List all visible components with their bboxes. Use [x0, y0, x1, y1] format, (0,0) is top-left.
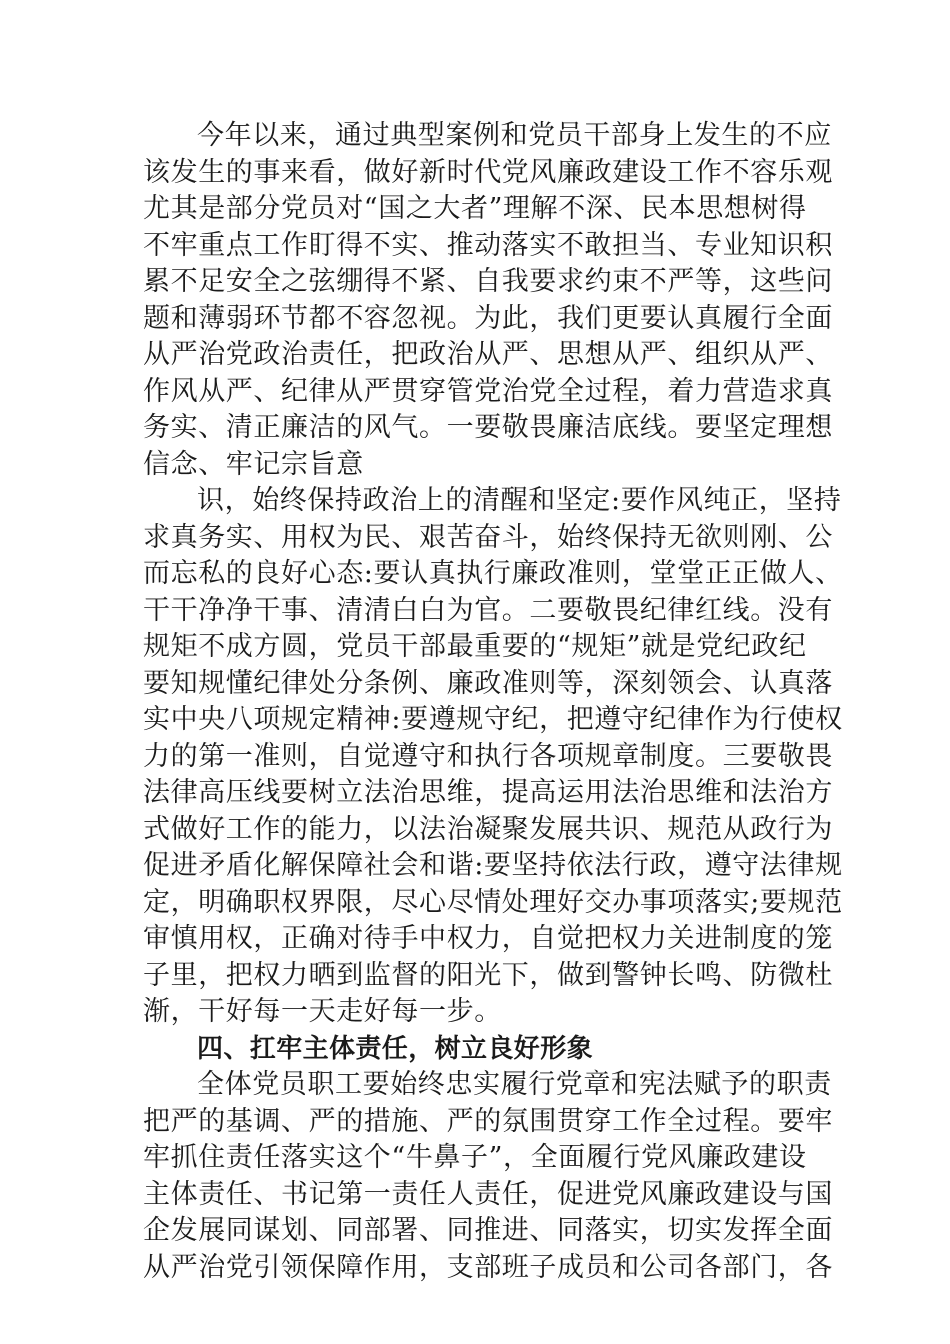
text-line: 规矩不成方圆，党员干部最重要的“规矩”就是党纪政纪: [143, 631, 807, 662]
text-line: 主体责任、书记第一责任人责任，促进党风廉政建设与国: [143, 1178, 833, 1210]
text-line: 务实、清正廉洁的风气。一要敬畏廉洁底线。要坚定理想: [143, 412, 833, 443]
text-line: 从严治党引领保障作用，支部班子成员和公司各部门，各: [143, 1251, 833, 1283]
text-line: 全体党员职工要始终忠实履行党章和宪法赋予的职责: [197, 1069, 832, 1100]
text-line: 累不足安全之弦绷得不紧、自我要求约束不严等，这些问: [143, 266, 833, 297]
text-line: 干干净净干事、清清白白为官。二要敬畏纪律红线。没有: [143, 594, 833, 626]
paragraph-2: [143, 483, 843, 1031]
text-line: 定，明确职权界限，尽心尽情处理好交办事项落实;要规范: [143, 886, 843, 918]
text-line: 该发生的事来看，做好新时代党风廉政建设工作不容乐观: [143, 156, 833, 188]
text-line: 从严治党政治责任，把政治从严、思想从严、组织从严、: [143, 339, 833, 370]
text-line: 要知规懂纪律处分条例、廉政准则等，深刻领会、认真落: [143, 667, 833, 699]
text-line: 企发展同谋划、同部署、同推进、同落实，切实发挥全面: [143, 1215, 833, 1246]
text-line: 尤其是部分党员对“国之大者”理解不深、民本思想树得: [143, 193, 807, 224]
text-line: 法律高压线要树立法治思维，提高运用法治思维和法治方: [143, 777, 833, 808]
text-line: 识，始终保持政治上的清醒和坚定:要作风纯正，坚持: [197, 485, 842, 516]
text-line: 题和薄弱环节都不容忽视。为此，我们更要认真履行全面: [143, 302, 833, 334]
paragraph-1: [143, 118, 833, 483]
text-line: 渐，干好每一天走好每一步。: [143, 996, 502, 1027]
text-line: 子里，把权力晒到监督的阳光下，做到警钟长鸣、防微杜: [143, 959, 833, 991]
section-heading: 四、扛牢主体责任，树立良好形象: [197, 1033, 594, 1064]
paragraph-3: [143, 1067, 833, 1286]
text-line: 实中央八项规定精神:要遵规守纪，把遵守纪律作为行使权: [143, 704, 843, 735]
text-line: 而忘私的良好心态:要认真执行廉政准则，堂堂正正做人、: [143, 558, 843, 589]
text-line: 作风从严、纪律从严贯穿管党治党全过程，着力营造求真: [143, 375, 833, 407]
text-line: 今年以来，通过典型案例和党员干部身上发生的不应: [197, 120, 832, 151]
text-line: 牢抓住责任落实这个“牛鼻子”，全面履行党风廉政建设: [143, 1142, 807, 1173]
text-line: 把严的基调、严的措施、严的氛围贯穿工作全过程。要牢: [143, 1105, 833, 1137]
text-line: 不牢重点工作盯得不实、推动落实不敢担当、专业知识积: [143, 229, 833, 261]
text-line: 式做好工作的能力，以法治凝聚发展共识、规范从政行为: [143, 813, 833, 845]
text-line: 力的第一准则，自觉遵守和执行各项规章制度。三要敬畏: [143, 740, 833, 772]
text-line: 审慎用权，正确对待手中权力，自觉把权力关进制度的笼: [143, 923, 833, 954]
text-line: 信念、牢记宗旨意: [143, 448, 364, 480]
text-line: 促进矛盾化解保障社会和谐:要坚持依法行政，遵守法律规: [143, 850, 843, 881]
text-line: 求真务实、用权为民、艰苦奋斗，始终保持无欲则刚、公: [143, 521, 833, 553]
document-body: [143, 118, 843, 1286]
